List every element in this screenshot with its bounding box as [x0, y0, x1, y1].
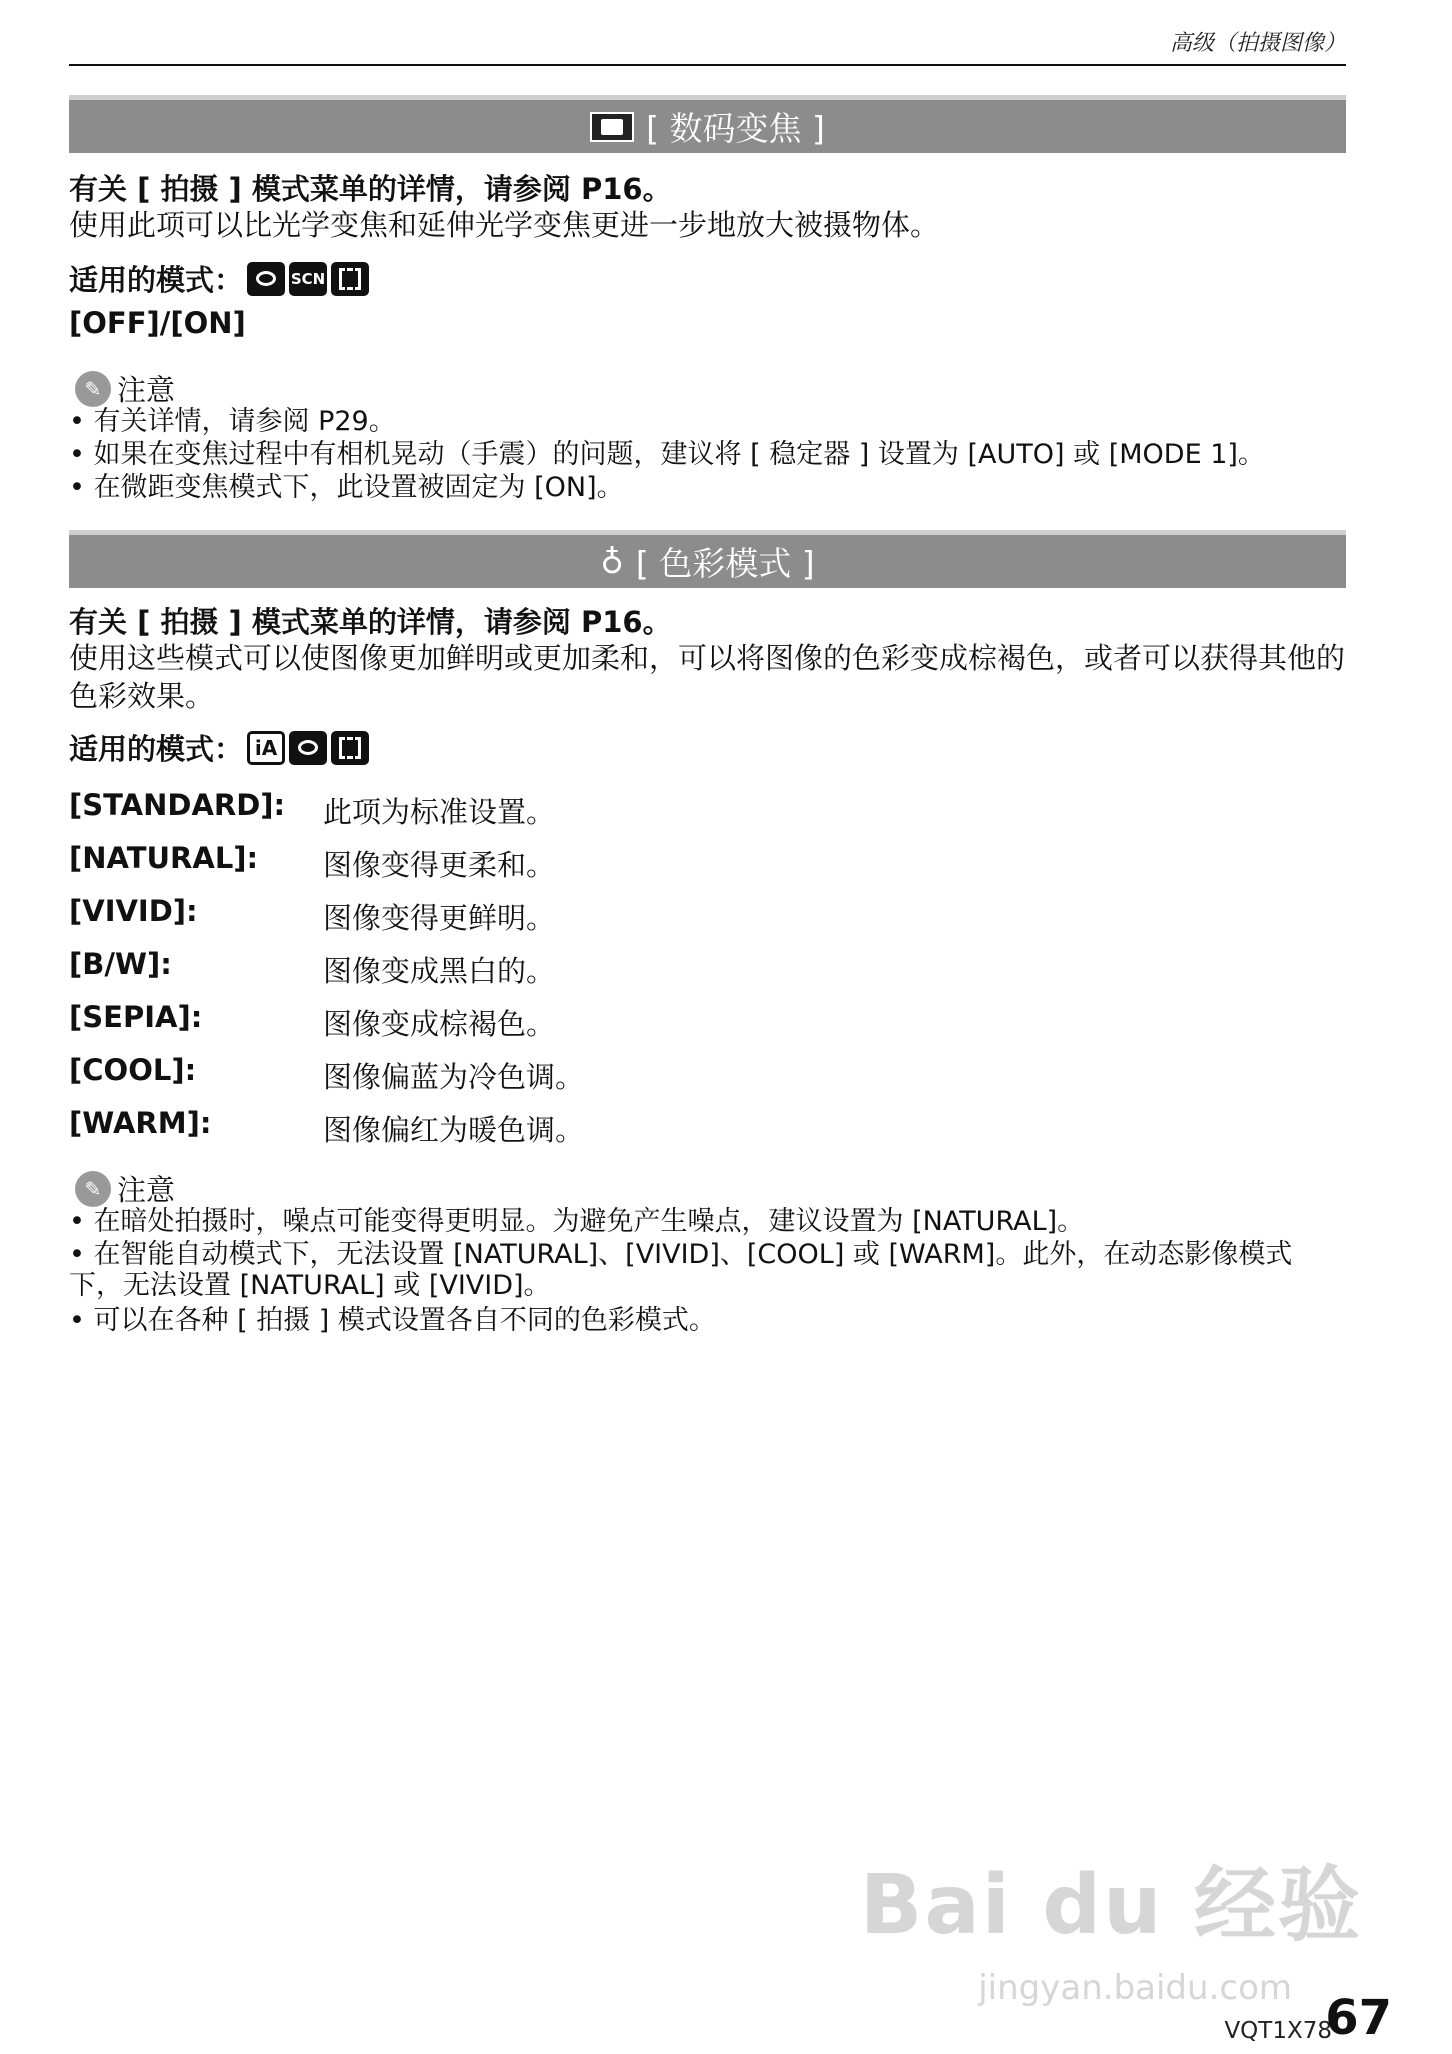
note-title: 注意	[117, 1173, 176, 1207]
color-mode-icon: ♁	[600, 542, 624, 581]
option-label-natural: [NATURAL]:	[69, 841, 259, 875]
color-mode-note-3: • 可以在各种 [ 拍摄 ] 模式设置各自不同的色彩模式。	[69, 1305, 716, 1336]
baidu-watermark: Bai du 经验	[859, 1858, 1362, 1953]
option-desc-sepia: 图像变成棕褐色。	[323, 1007, 556, 1041]
camera-mode-icon	[289, 731, 327, 765]
option-desc-natural: 图像变得更柔和。	[323, 848, 556, 882]
option-desc-standard: 此项为标准设置。	[323, 795, 556, 829]
digital-zoom-title-bar	[69, 95, 1346, 153]
color-mode-modes	[69, 727, 369, 768]
modes-label: 适用的模式：	[69, 732, 244, 766]
baidu-watermark-url: jingyan.baidu.com	[978, 1968, 1292, 2008]
header-rule	[69, 64, 1346, 66]
option-desc-cool: 图像偏蓝为冷色调。	[323, 1060, 585, 1094]
color-mode-ref-line: 有关 [ 拍摄 ] 模式菜单的详情，请参阅 P16。	[69, 605, 672, 639]
digital-zoom-note-2: • 如果在变焦过程中有相机晃动（手震）的问题，建议将 [ 稳定器 ] 设置为 [AUTO] 或 [MODE 1]。	[69, 439, 1265, 470]
intelligent-auto-mode-icon: iA	[247, 731, 285, 765]
page-number: 67	[1325, 1990, 1392, 2046]
digital-zoom-note-head	[75, 368, 175, 409]
digital-zoom-ref-line: 有关 [ 拍摄 ] 模式菜单的详情，请参阅 P16。	[69, 172, 672, 206]
camera-mode-icon	[247, 262, 285, 296]
option-label-standard: [STANDARD]:	[69, 788, 286, 822]
modes-label: 适用的模式：	[69, 263, 244, 297]
color-mode-desc: 使用这些模式可以使图像更加鲜明或更加柔和，可以将图像的色彩变成棕褐色，或者可以获得其他的色彩效果。	[69, 641, 1346, 713]
option-desc-bw: 图像变成黑白的。	[323, 954, 556, 988]
digital-zoom-title: [ 数码变焦 ]	[646, 109, 825, 148]
color-mode-note-2: • 在智能自动模式下，无法设置 [NATURAL]、[VIVID]、[COOL] 或 [WARM]。此外，在动态影像模式下，无法设置 [NATURAL] 或 [VIVID]。	[69, 1239, 1293, 1301]
color-mode-title: [ 色彩模式 ]	[635, 544, 815, 583]
digital-zoom-options: [OFF]/[ON]	[69, 306, 246, 340]
motion-picture-mode-icon	[331, 731, 369, 765]
header-section-label: 高级（拍摄图像）	[1169, 31, 1346, 56]
pencil-note-icon: ✎	[75, 1171, 111, 1207]
digital-zoom-note-1: • 有关详情，请参阅 P29。	[69, 406, 396, 437]
digital-zoom-icon	[590, 112, 634, 142]
pencil-note-icon: ✎	[75, 371, 111, 407]
option-desc-vivid: 图像变得更鲜明。	[323, 901, 556, 935]
note-title: 注意	[117, 373, 176, 407]
color-mode-note-1: • 在暗处拍摄时，噪点可能变得更明显。为避免产生噪点，建议设置为 [NATURAL]。	[69, 1206, 1085, 1237]
digital-zoom-modes	[69, 258, 369, 299]
model-code: VQT1X78	[1224, 2018, 1332, 2044]
option-label-bw: [B/W]:	[69, 947, 172, 981]
option-label-warm: [WARM]:	[69, 1106, 212, 1140]
scn-mode-icon: SCN	[289, 262, 327, 296]
option-label-vivid: [VIVID]:	[69, 894, 198, 928]
option-label-sepia: [SEPIA]:	[69, 1000, 203, 1034]
option-label-cool: [COOL]:	[69, 1053, 197, 1087]
digital-zoom-note-3: • 在微距变焦模式下，此设置被固定为 [ON]。	[69, 472, 624, 503]
option-desc-warm: 图像偏红为暖色调。	[323, 1113, 585, 1147]
motion-picture-mode-icon	[331, 262, 369, 296]
color-mode-note-head	[75, 1168, 175, 1209]
digital-zoom-desc: 使用此项可以比光学变焦和延伸光学变焦更进一步地放大被摄物体。	[69, 208, 940, 242]
color-mode-title-bar	[69, 530, 1346, 588]
